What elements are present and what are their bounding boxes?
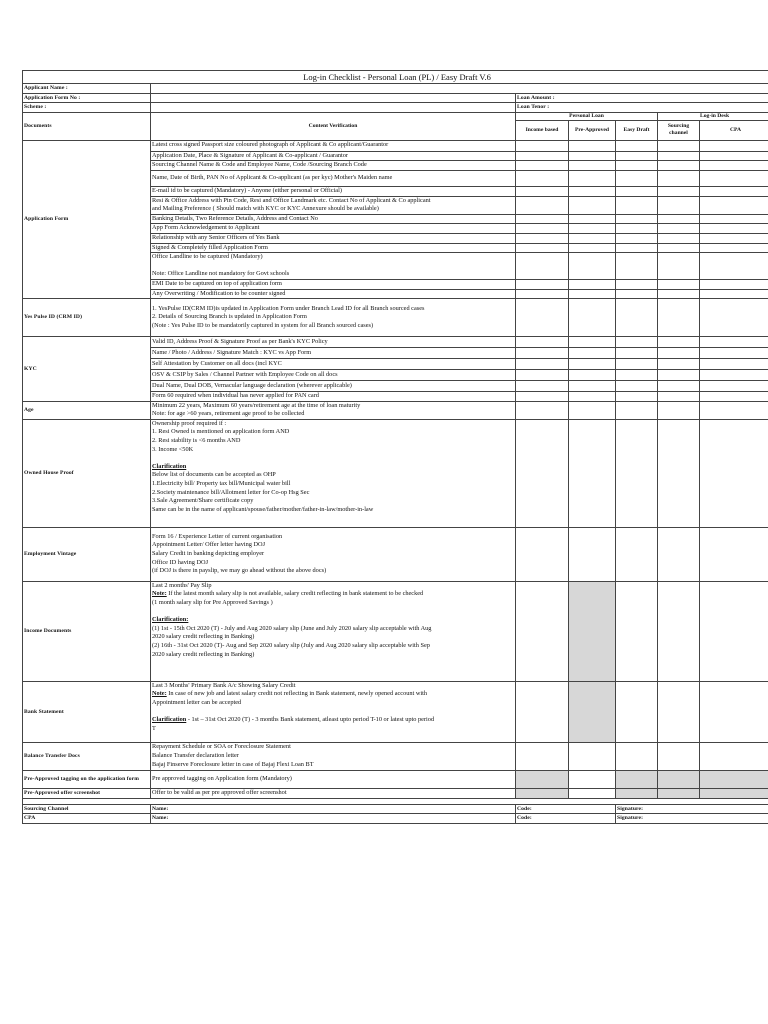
check-cell[interactable]	[658, 196, 700, 214]
check-cell[interactable]	[616, 381, 658, 392]
check-cell[interactable]	[569, 186, 616, 196]
check-cell[interactable]	[700, 370, 768, 381]
check-cell[interactable]	[616, 196, 658, 214]
check-cell[interactable]	[658, 161, 700, 171]
checklist-item-line: (1) 1st - 15th Oct 2020 (T) - July and Aug 2020 salary slip (June and July 2020 salary slip acceptable with Aug	[152, 624, 432, 632]
check-cell[interactable]	[616, 253, 658, 280]
check-cell[interactable]	[658, 186, 700, 196]
check-cell[interactable]	[616, 527, 658, 581]
check-cell[interactable]	[700, 224, 768, 234]
checklist-item-line: and Mailing Preference ( Should match with KYC or KYC Annexure should be available)	[152, 205, 379, 213]
checklist-item-line: Ownership proof required if :	[152, 419, 227, 427]
loan-amount-label: Loan Amount :	[516, 93, 768, 103]
check-cell[interactable]	[569, 742, 616, 770]
checklist-item-line: 3.Sale Agreement/Share certificate copy	[152, 497, 254, 505]
sourcing-channel-code-field[interactable]: Code:	[516, 804, 616, 814]
check-cell[interactable]	[516, 214, 569, 224]
check-cell[interactable]	[516, 253, 569, 280]
check-cell[interactable]	[569, 161, 616, 171]
check-cell[interactable]	[658, 401, 700, 419]
checklist-item-line: Office ID having DOJ	[152, 558, 209, 566]
check-cell[interactable]	[516, 370, 569, 381]
note-label: Note:	[152, 690, 167, 698]
applicant-name-value[interactable]	[151, 84, 768, 94]
check-cell[interactable]	[516, 170, 569, 186]
checklist-item: Dual Name, Dual DOB, Vernacular language declaration (wherever applicable)	[151, 381, 516, 392]
bank-statement-label: Bank Statement	[23, 681, 151, 742]
check-cell[interactable]	[658, 381, 700, 392]
checklist-item	[151, 401, 516, 419]
check-cell[interactable]	[516, 392, 569, 402]
checklist-item	[151, 681, 516, 742]
cpa-name-field[interactable]: Name:	[151, 814, 516, 824]
cpa-code-field[interactable]: Code:	[516, 814, 616, 824]
check-cell[interactable]	[616, 370, 658, 381]
check-cell[interactable]	[700, 381, 768, 392]
checklist-item-line: Appointment Letter/ Offer letter having DOJ	[152, 541, 266, 549]
checklist-item-line	[152, 716, 514, 725]
check-cell[interactable]	[700, 401, 768, 419]
login-desk-header: Log-in Desk	[658, 112, 768, 120]
checklist-item: OSV & CSIP by Sales / Channel Partner with Employee Code on all docs	[151, 370, 516, 381]
check-cell[interactable]	[700, 299, 768, 337]
applicant-name-label: Applicant Name :	[23, 84, 151, 94]
check-cell[interactable]	[658, 140, 700, 151]
yes-pulse-label: Yes Pulse ID (CRM ID)	[23, 299, 151, 337]
checklist-item-line: (Note : Yes Pulse ID to be mandatorily captured in system for all Branch sourced cases)	[152, 321, 374, 329]
check-cell[interactable]	[569, 770, 616, 788]
check-cell[interactable]	[700, 151, 768, 161]
checklist-table	[22, 70, 768, 824]
check-cell[interactable]	[658, 419, 700, 527]
check-cell[interactable]	[700, 581, 768, 681]
check-cell-disabled	[569, 581, 616, 681]
check-cell[interactable]	[616, 681, 658, 742]
checklist-item-line: Balance Transfer declaration letter	[152, 752, 239, 760]
checklist-item-line: Below list of documents can be accepted as OHP	[152, 471, 276, 479]
checklist-item	[151, 742, 516, 770]
check-cell[interactable]	[569, 401, 616, 419]
checklist-item: E-mail id to be captured (Mandatory) - Anyone (either personal or Official)	[151, 186, 516, 196]
check-cell[interactable]	[700, 742, 768, 770]
checklist-item-line: Appointment letter can be accepted	[152, 699, 242, 707]
check-cell[interactable]	[658, 681, 700, 742]
clarification-heading: Clarification:	[152, 616, 189, 624]
owned-house-proof-label: Owned House Proof	[23, 419, 151, 527]
check-cell[interactable]	[616, 348, 658, 359]
check-cell-disabled	[658, 788, 700, 798]
loan-tenor-label: Loan Tenor :	[516, 103, 768, 113]
check-cell[interactable]	[569, 151, 616, 161]
checklist-item: Any Overwriting / Modification to be counter signed	[151, 289, 516, 299]
check-cell[interactable]	[516, 337, 569, 348]
easy-draft-header: Easy Draft	[616, 120, 658, 140]
check-cell[interactable]	[516, 243, 569, 253]
check-cell[interactable]	[569, 359, 616, 370]
check-cell-disabled	[616, 770, 658, 788]
check-cell-disabled	[658, 770, 700, 788]
checklist-item-line: 3. Income <50K	[152, 445, 194, 453]
check-cell[interactable]	[569, 196, 616, 214]
scheme-value[interactable]	[151, 103, 516, 113]
application-form-no-label: Application Form No :	[23, 93, 151, 103]
check-cell[interactable]	[569, 419, 616, 527]
check-cell[interactable]	[658, 214, 700, 224]
check-cell[interactable]	[700, 337, 768, 348]
check-cell[interactable]	[616, 161, 658, 171]
checklist-item-line: 2020 salary credit reflecting in Banking)	[152, 633, 255, 641]
clarification-heading: Clarification	[152, 462, 187, 470]
application-form-no-value[interactable]	[151, 93, 516, 103]
personal-loan-header: Personal Loan	[516, 112, 658, 120]
checklist-item-line: 1. YesPulse ID(CRM ID)is updated in Application Form under Branch Lead ID for all Branch sourced cases	[152, 304, 425, 312]
check-cell[interactable]	[569, 253, 616, 280]
check-cell[interactable]	[658, 359, 700, 370]
sourcing-channel-signature-field[interactable]: Signature:	[616, 804, 768, 814]
check-cell[interactable]	[658, 279, 700, 289]
check-cell[interactable]	[569, 279, 616, 289]
check-cell[interactable]	[700, 233, 768, 243]
check-cell[interactable]	[658, 224, 700, 234]
checklist-item-line: Last 2 months' Pay Slip	[152, 581, 212, 589]
checklist-item: Latest cross signed Passport size coloured photograph of Applicant & Co applicant/Guarantor	[151, 140, 516, 151]
check-cell[interactable]	[658, 581, 700, 681]
checklist-item-line: 2. Details of Sourcing Branch is updated in Application Form	[152, 313, 307, 321]
checklist-item: Self Attestation by Customer on all docs (incl KYC	[151, 359, 516, 370]
check-cell[interactable]	[516, 359, 569, 370]
check-cell[interactable]	[516, 401, 569, 419]
check-cell[interactable]	[516, 289, 569, 299]
check-cell[interactable]	[616, 359, 658, 370]
check-cell[interactable]	[616, 243, 658, 253]
checklist-item-line: Salary Credit in banking depicting employer	[152, 550, 265, 558]
check-cell[interactable]	[658, 348, 700, 359]
checklist-item-line: Resi & Office Address with Pin Code, Resi and Office Landmark etc. Contact No of Applicant & Co applicant	[152, 196, 431, 204]
check-cell[interactable]	[616, 337, 658, 348]
check-cell[interactable]	[516, 186, 569, 196]
check-cell[interactable]	[616, 151, 658, 161]
checklist-item-line: (1 month salary slip for Pre Approved Savings )	[152, 599, 273, 607]
checklist-item: Valid ID, Address Proof & Signature Proof as per Bank's KYC Policy	[151, 337, 516, 348]
check-cell[interactable]	[516, 161, 569, 171]
checklist-item: Name / Photo / Address / Signature Match : KYC vs App Form	[151, 348, 516, 359]
check-cell[interactable]	[700, 279, 768, 289]
check-cell[interactable]	[700, 161, 768, 171]
check-cell[interactable]	[616, 233, 658, 243]
check-cell[interactable]	[569, 337, 616, 348]
checklist-item: Pre approved tagging on Application form (Mandatory)	[151, 770, 516, 788]
check-cell[interactable]	[616, 581, 658, 681]
checklist-item-line: Repayment Schedule or SOA or Foreclosure Statement	[152, 743, 291, 751]
employment-vintage-label: Employment Vintage	[23, 527, 151, 581]
check-cell[interactable]	[658, 527, 700, 581]
scheme-label: Scheme :	[23, 103, 151, 113]
check-cell[interactable]	[700, 170, 768, 186]
check-cell[interactable]	[516, 224, 569, 234]
check-cell[interactable]	[700, 214, 768, 224]
cpa-signature-field[interactable]: Signature:	[616, 814, 768, 824]
checklist-item-line: Office Landline to be captured (Mandatory)	[152, 253, 263, 261]
checklist-item-line: Note: Office Landline not mandatory for Govt schools	[152, 270, 290, 278]
checklist-item-line: Minimum 22 years, Maximum 60 years/retirement age at the time of loan maturity	[152, 401, 361, 409]
checklist-item: Name, Date of Birth, PAN No of Applicant & Co-applicant (as per kyc) Mother's Maiden name	[151, 170, 516, 186]
checklist-item-line: 2.Society maintenance bill/Allotment letter for Co-op Hsg Sec	[152, 488, 310, 496]
check-cell-disabled	[569, 681, 616, 742]
checklist-item: Sourcing Channel Name & Code and Employee Name, Code /Sourcing Branch Code	[151, 161, 516, 171]
check-cell[interactable]	[658, 392, 700, 402]
checklist-item	[151, 419, 516, 527]
checklist-sheet	[22, 70, 768, 824]
checklist-item: EMI Date to be captured on top of application form	[151, 279, 516, 289]
check-cell[interactable]	[569, 214, 616, 224]
application-form-label: Application Form	[23, 140, 151, 298]
check-cell[interactable]	[700, 253, 768, 280]
check-cell[interactable]	[700, 348, 768, 359]
check-cell[interactable]	[569, 233, 616, 243]
checklist-item-line: Form 16 / Experience Letter of current organisation	[152, 532, 283, 540]
documents-header: Documents	[23, 112, 151, 140]
checklist-item-line: Note: for age >60 years, retirement age proof to be collected	[152, 410, 305, 418]
check-cell[interactable]	[516, 196, 569, 214]
check-cell[interactable]	[569, 348, 616, 359]
checklist-item-line: (if DOJ is there in payslip, we may go ahead without the above docs)	[152, 567, 327, 575]
kyc-label: KYC	[23, 337, 151, 402]
check-cell[interactable]	[658, 299, 700, 337]
check-cell[interactable]	[616, 224, 658, 234]
checklist-item	[151, 527, 516, 581]
check-cell[interactable]	[516, 581, 569, 681]
check-cell[interactable]	[700, 392, 768, 402]
check-cell[interactable]	[658, 151, 700, 161]
checklist-item-line: (2) 16th - 31st Oct 2020 (T)- Aug and Sep 2020 salary slip (July and Aug 2020 salary slip acceptable with Sep	[152, 642, 430, 650]
checklist-item-line: 1. Resi Owned is mentioned on application form AND	[152, 428, 290, 436]
check-cell[interactable]	[616, 299, 658, 337]
check-cell[interactable]	[616, 401, 658, 419]
pre-approved-offer-label: Pre-Approved offer screenshot	[23, 788, 151, 798]
check-cell[interactable]	[616, 742, 658, 770]
income-documents-label: Income Documents	[23, 581, 151, 681]
check-cell[interactable]	[569, 170, 616, 186]
clarification-heading: Clarification	[152, 716, 187, 724]
check-cell[interactable]	[658, 253, 700, 280]
check-cell[interactable]	[569, 392, 616, 402]
checklist-item-line: Bajaj Finserve Foreclosure letter in case of Bajaj Flexi Loan BT	[152, 760, 314, 768]
check-cell[interactable]	[516, 681, 569, 742]
check-cell[interactable]	[658, 243, 700, 253]
check-cell[interactable]	[616, 419, 658, 527]
check-cell[interactable]	[516, 419, 569, 527]
checklist-item: App Form Acknowledgement to Applicant	[151, 224, 516, 234]
check-cell[interactable]	[658, 337, 700, 348]
check-cell[interactable]	[658, 233, 700, 243]
check-cell[interactable]	[569, 224, 616, 234]
check-cell-disabled	[700, 788, 768, 798]
checklist-item: Application Date, Place & Signature of Applicant & Co-applicant / Guarantor	[151, 151, 516, 161]
check-cell[interactable]	[616, 289, 658, 299]
checklist-item-line: Same can be in the name of applicant/spouse/father/mother/father-in-law/mother-in-law	[152, 505, 374, 513]
check-cell[interactable]	[569, 527, 616, 581]
check-cell[interactable]	[616, 214, 658, 224]
checklist-item: Relationship with any Senior Officers of Yes Bank	[151, 233, 516, 243]
note-text: If the latest month salary slip is not available, salary credit reflecting in bank statement to be checked	[166, 590, 424, 598]
check-cell-disabled	[516, 788, 569, 798]
check-cell-disabled	[516, 770, 569, 788]
checklist-item-line: T	[152, 724, 156, 732]
checklist-item	[151, 581, 516, 681]
check-cell[interactable]	[700, 289, 768, 299]
check-cell[interactable]	[700, 140, 768, 151]
age-label: Age	[23, 401, 151, 419]
check-cell[interactable]	[700, 243, 768, 253]
checklist-item: Banking Details, Two Reference Details, Address and Contact No	[151, 214, 516, 224]
check-cell[interactable]	[516, 151, 569, 161]
check-cell[interactable]	[700, 186, 768, 196]
checklist-item: Form 60 required when individual has never applied for PAN card	[151, 392, 516, 402]
note-label: Note:	[152, 590, 167, 598]
checklist-item-line	[152, 590, 514, 599]
checklist-title: Log-in Checklist - Personal Loan (PL) / Easy Draft V.6	[23, 71, 768, 84]
check-cell[interactable]	[516, 381, 569, 392]
check-cell[interactable]	[658, 370, 700, 381]
check-cell[interactable]	[516, 527, 569, 581]
balance-transfer-label: Balance Transfer Docs	[23, 742, 151, 770]
check-cell[interactable]	[700, 681, 768, 742]
check-cell[interactable]	[569, 788, 616, 798]
check-cell[interactable]	[569, 381, 616, 392]
check-cell[interactable]	[516, 299, 569, 337]
check-cell[interactable]	[658, 170, 700, 186]
check-cell[interactable]	[516, 279, 569, 289]
checklist-item-line: 1.Electricity bill/ Property tax bill/Municipal water bill	[152, 480, 291, 488]
pre-approved-header: Pre-Approved	[569, 120, 616, 140]
check-cell[interactable]	[658, 742, 700, 770]
check-cell[interactable]	[700, 359, 768, 370]
income-based-header: Income based	[516, 120, 569, 140]
check-cell[interactable]	[569, 299, 616, 337]
note-text: In case of new job and latest salary credit not reflecting in Bank statement, newly opened account with	[166, 690, 428, 698]
checklist-item-line	[152, 690, 514, 699]
check-cell[interactable]	[516, 140, 569, 151]
check-cell[interactable]	[516, 233, 569, 243]
check-cell-disabled	[700, 770, 768, 788]
checklist-item	[151, 253, 516, 280]
check-cell[interactable]	[569, 243, 616, 253]
checklist-item-line: 2020 salary credit reflecting in Banking)	[152, 650, 255, 658]
check-cell[interactable]	[516, 742, 569, 770]
checklist-item-line: Last 3 Months' Primary Bank A/c Showing Salary Credit	[152, 681, 296, 689]
pre-approved-tagging-label: Pre-Approved tagging on the application form	[23, 770, 151, 788]
check-cell[interactable]	[569, 140, 616, 151]
sourcing-channel-footer-label: Sourcing Channel	[23, 804, 151, 814]
check-cell[interactable]	[658, 289, 700, 299]
check-cell[interactable]	[569, 370, 616, 381]
content-verification-header: Content Verification	[151, 112, 516, 140]
check-cell-disabled	[616, 788, 658, 798]
checklist-item	[151, 299, 516, 337]
cpa-header: CPA	[700, 120, 768, 140]
sourcing-channel-header: Sourcing channel	[658, 120, 700, 140]
checklist-item: Offer to be valid as per pre approved offer screenshot	[151, 788, 516, 798]
clarification-text: - 1st – 31st Oct 2020 (T) - 3 months Bank statement, atleast upto period T-10 or latest upto period	[186, 716, 435, 724]
checklist-item	[151, 196, 516, 214]
checklist-item: Signed & Completely filled Application Form	[151, 243, 516, 253]
check-cell[interactable]	[616, 392, 658, 402]
check-cell[interactable]	[516, 348, 569, 359]
check-cell[interactable]	[569, 289, 616, 299]
check-cell[interactable]	[700, 527, 768, 581]
check-cell[interactable]	[616, 186, 658, 196]
cpa-footer-label: CPA	[23, 814, 151, 824]
check-cell[interactable]	[616, 140, 658, 151]
check-cell[interactable]	[616, 170, 658, 186]
checklist-item-line: 2. Resi stability is <6 months AND	[152, 437, 241, 445]
check-cell[interactable]	[616, 279, 658, 289]
check-cell[interactable]	[700, 419, 768, 527]
check-cell[interactable]	[700, 196, 768, 214]
sourcing-channel-name-field[interactable]: Name:	[151, 804, 516, 814]
